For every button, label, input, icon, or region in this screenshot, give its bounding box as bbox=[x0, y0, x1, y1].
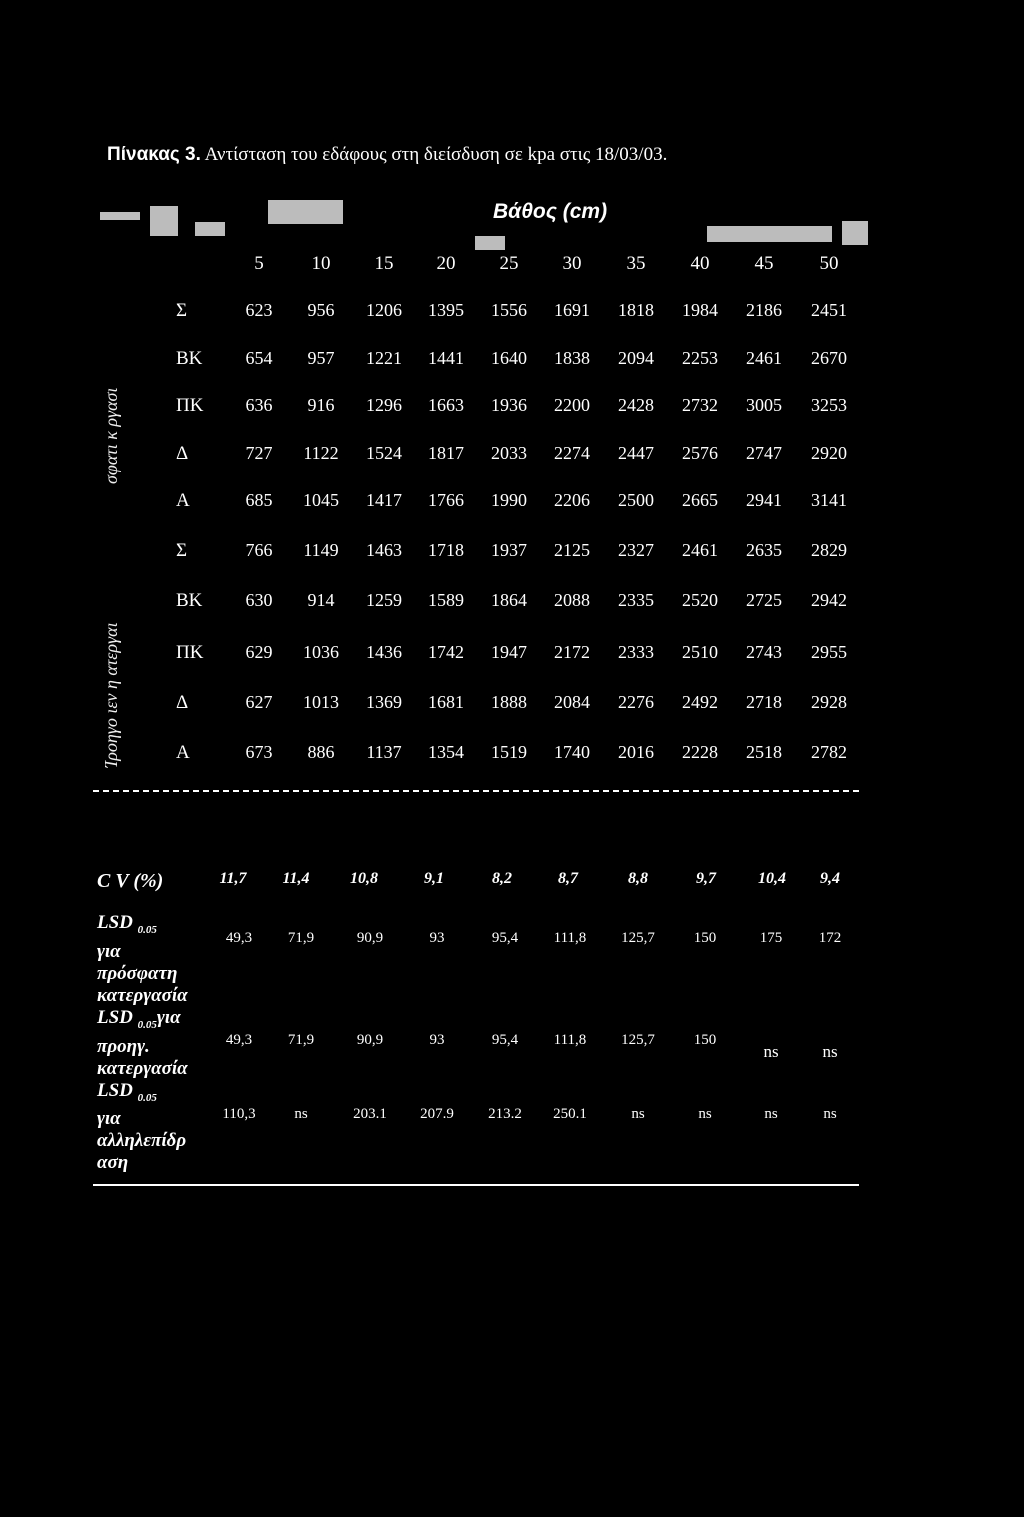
table-cell: 3141 bbox=[811, 490, 847, 510]
table-cell: 2033 bbox=[491, 443, 527, 463]
lsd-cell: ns bbox=[823, 1106, 837, 1122]
caption-text: Αντίσταση του εδάφους στη διείσδυση σε kpa στις 18/03/03. bbox=[204, 144, 668, 165]
table-cell: 1718 bbox=[428, 540, 464, 560]
lsd-cell: 111,8 bbox=[553, 1032, 587, 1048]
table-cell: 2747 bbox=[746, 443, 782, 463]
table-cell: 654 bbox=[245, 348, 273, 368]
depth-header-cell: 30 bbox=[562, 253, 582, 274]
table-cell: 2206 bbox=[554, 490, 590, 510]
scan-artifact bbox=[100, 212, 140, 220]
table-cell: 886 bbox=[307, 742, 335, 762]
lsd-prev-l1b: για bbox=[156, 1006, 181, 1028]
table-cell: 2016 bbox=[618, 742, 654, 762]
depth-header-cell: 20 bbox=[436, 253, 456, 274]
table-cell: 2333 bbox=[618, 642, 654, 662]
table-cell: 1818 bbox=[618, 300, 654, 320]
lsd-cell: ns bbox=[698, 1106, 712, 1122]
cv-cell: 11,7 bbox=[219, 870, 247, 887]
table-cell: 2451 bbox=[811, 300, 847, 320]
table-cell: 2428 bbox=[618, 395, 654, 415]
table-cell: 1556 bbox=[491, 300, 527, 320]
table-cell: 2492 bbox=[682, 692, 718, 712]
lsd-cell: 49,3 bbox=[225, 930, 253, 946]
row-label: Σ bbox=[176, 540, 188, 561]
table-cell: 627 bbox=[245, 692, 273, 712]
lsd-cell: ns bbox=[764, 1106, 778, 1122]
lsd-cell: 207.9 bbox=[420, 1106, 454, 1122]
table-cell: 1122 bbox=[303, 443, 339, 463]
cv-cell: 10,8 bbox=[350, 870, 378, 887]
table-cell: 1937 bbox=[491, 540, 527, 560]
table-cell: 1045 bbox=[303, 490, 339, 510]
table-cell: 1817 bbox=[428, 443, 464, 463]
table-cell: 1589 bbox=[428, 590, 464, 610]
lsd-cell: 71,9 bbox=[287, 1032, 315, 1048]
table-cell: 630 bbox=[245, 590, 273, 610]
cv-cell: 8,8 bbox=[628, 870, 648, 887]
lsd-fresh-l2: για bbox=[97, 940, 121, 962]
table-cell: 1417 bbox=[366, 490, 402, 510]
table-cell: 956 bbox=[307, 300, 335, 320]
table-cell: 2327 bbox=[618, 540, 654, 560]
table-cell: 673 bbox=[245, 742, 273, 762]
lsd-cell: 110,3 bbox=[222, 1106, 256, 1122]
table-cell: 2274 bbox=[554, 443, 590, 463]
table-cell: 629 bbox=[245, 642, 273, 662]
table-cell: 2576 bbox=[682, 443, 718, 463]
table-cell: 2941 bbox=[746, 490, 782, 510]
table-cell: 1436 bbox=[366, 642, 402, 662]
table-cell: 2510 bbox=[682, 642, 718, 662]
table-cell: 2518 bbox=[746, 742, 782, 762]
table-cell: 2461 bbox=[682, 540, 718, 560]
table-cell: 1369 bbox=[366, 692, 402, 712]
cv-cell: 10,4 bbox=[758, 870, 786, 887]
depth-header-cell: 45 bbox=[754, 253, 774, 274]
table-cell: 2743 bbox=[746, 642, 782, 662]
table-cell: 1864 bbox=[491, 590, 527, 610]
cv-cell: 8,7 bbox=[558, 870, 578, 887]
row-label: Σ bbox=[176, 300, 188, 321]
table-cell: 2172 bbox=[554, 642, 590, 662]
table-cell: 1663 bbox=[428, 395, 464, 415]
table-cell: 2447 bbox=[618, 443, 654, 463]
lsd-cell: 90,9 bbox=[356, 930, 384, 946]
scan-artifact bbox=[842, 221, 868, 245]
lsd-cell: 95,4 bbox=[491, 930, 519, 946]
table-cell: 2186 bbox=[746, 300, 782, 320]
lsd-cell: ns bbox=[763, 1042, 779, 1061]
table-cell: 1984 bbox=[682, 300, 718, 320]
row-label: ΒΚ bbox=[176, 348, 203, 369]
depth-axis-title: Βάθος (cm) bbox=[493, 200, 608, 223]
table-cell: 1221 bbox=[366, 348, 402, 368]
table-cell: 914 bbox=[307, 590, 335, 610]
table-cell: 1524 bbox=[366, 443, 402, 463]
table-cell: 2084 bbox=[554, 692, 590, 712]
table-cell: 2520 bbox=[682, 590, 718, 610]
lsd-fresh-label bbox=[97, 912, 188, 1174]
table-cell: 1296 bbox=[366, 395, 402, 415]
table-cell: 1740 bbox=[554, 742, 590, 762]
table-cell: 2461 bbox=[746, 348, 782, 368]
row-label: Α bbox=[176, 490, 190, 511]
lsd-inter-l4: αση bbox=[97, 1152, 129, 1174]
table-cell: 2200 bbox=[554, 395, 590, 415]
lsd-cell: ns bbox=[631, 1106, 645, 1122]
table-cell: 1149 bbox=[303, 540, 339, 560]
lsd-prev-l3: κατεργασία bbox=[97, 1057, 188, 1079]
cv-cell: 11,4 bbox=[282, 870, 310, 887]
cv-cell: 9,4 bbox=[820, 870, 840, 887]
table-cell: 1206 bbox=[366, 300, 402, 320]
depth-header-cell: 50 bbox=[819, 253, 839, 274]
lsd-prev-sub: 0.05 bbox=[137, 1018, 157, 1031]
table-cell: 2670 bbox=[811, 348, 847, 368]
table-cell: 2665 bbox=[682, 490, 718, 510]
table-cell: 1463 bbox=[366, 540, 402, 560]
table-cell: 2125 bbox=[554, 540, 590, 560]
lsd-cell: ns bbox=[822, 1042, 838, 1061]
lsd-cell: 175 bbox=[759, 930, 783, 946]
row-label: ΠΚ bbox=[176, 642, 204, 663]
lsd-fresh-l3: πρόσφατη bbox=[97, 962, 178, 984]
lsd-inter-l2: για bbox=[97, 1108, 121, 1130]
table-cell: 1441 bbox=[428, 348, 464, 368]
lsd-cell: 49,3 bbox=[225, 1032, 253, 1048]
lsd-cell: 203.1 bbox=[353, 1106, 387, 1122]
table-bottom-rule bbox=[93, 1184, 859, 1186]
row-label: Δ bbox=[176, 692, 189, 713]
table-cell: 2088 bbox=[554, 590, 590, 610]
lsd-cell: 93 bbox=[429, 1032, 445, 1048]
depth-header-cell: 15 bbox=[374, 253, 394, 274]
table-cell: 3005 bbox=[746, 395, 782, 415]
lsd-cell: 172 bbox=[818, 930, 842, 946]
lsd-cell: 90,9 bbox=[356, 1032, 384, 1048]
lsd-cell: 93 bbox=[429, 930, 445, 946]
table-cell: 1137 bbox=[366, 742, 402, 762]
lsd-cell: 125,7 bbox=[621, 1032, 655, 1048]
cv-cell: 9,1 bbox=[424, 870, 444, 887]
lsd-cell: 150 bbox=[693, 930, 717, 946]
table-cell: 766 bbox=[245, 540, 273, 560]
table-cell: 2276 bbox=[618, 692, 654, 712]
table-cell: 1936 bbox=[491, 395, 527, 415]
table-cell: 1640 bbox=[491, 348, 527, 368]
group-label-fresh: σφατι κ ργασι bbox=[101, 387, 121, 484]
scan-artifact bbox=[150, 206, 178, 236]
table-cell: 1888 bbox=[491, 692, 527, 712]
scan-artifact bbox=[707, 226, 832, 242]
table-cell: 1990 bbox=[491, 490, 527, 510]
table-cell: 2920 bbox=[811, 443, 847, 463]
table-cell: 2829 bbox=[811, 540, 847, 560]
row-label: ΒΚ bbox=[176, 590, 203, 611]
table-cell: 1766 bbox=[428, 490, 464, 510]
table-cell: 1838 bbox=[554, 348, 590, 368]
scan-artifact bbox=[268, 200, 343, 224]
table-cell: 1742 bbox=[428, 642, 464, 662]
table-cell: 2732 bbox=[682, 395, 718, 415]
lsd-cell: 150 bbox=[693, 1032, 717, 1048]
lsd-cell: 213.2 bbox=[488, 1106, 522, 1122]
lsd-cell: 250.1 bbox=[553, 1106, 587, 1122]
lsd-prev-l1: LSD bbox=[97, 1006, 133, 1028]
table-cell: 1681 bbox=[428, 692, 464, 712]
table-cell: 2928 bbox=[811, 692, 847, 712]
lsd-cell: ns bbox=[294, 1106, 308, 1122]
scan-artifact bbox=[195, 222, 225, 236]
lsd-prev-l2: προηγ. bbox=[97, 1035, 150, 1057]
depth-header-cell: 40 bbox=[690, 253, 710, 274]
table-cell: 2718 bbox=[746, 692, 782, 712]
table-cell: 916 bbox=[307, 395, 335, 415]
table-cell: 2725 bbox=[746, 590, 782, 610]
table-cell: 2228 bbox=[682, 742, 718, 762]
group-label-previous: Ίροηγο ιεν η ατεργαι bbox=[101, 622, 121, 768]
lsd-inter-l3: αλληλεπίδρ bbox=[97, 1130, 187, 1152]
table-cell: 1691 bbox=[554, 300, 590, 320]
lsd-inter-l1: LSD bbox=[97, 1079, 133, 1101]
table-cell: 2635 bbox=[746, 540, 782, 560]
cv-cell: 8,2 bbox=[492, 870, 512, 887]
row-label: Δ bbox=[176, 443, 189, 464]
table-cell: 1036 bbox=[303, 642, 339, 662]
lsd-fresh-l1: LSD bbox=[97, 912, 133, 933]
lsd-fresh-l4: κατεργασία bbox=[97, 984, 188, 1006]
lsd-inter-sub: 0.05 bbox=[137, 1091, 157, 1104]
table-cell: 2500 bbox=[618, 490, 654, 510]
table-cell: 1354 bbox=[428, 742, 464, 762]
table-cell: 2955 bbox=[811, 642, 847, 662]
caption-label: Πίνακας 3. bbox=[107, 144, 201, 165]
table-cell: 2335 bbox=[618, 590, 654, 610]
table-cell: 1519 bbox=[491, 742, 527, 762]
cv-label: C V (%) bbox=[97, 870, 164, 892]
table-cell: 623 bbox=[245, 300, 273, 320]
table-divider bbox=[93, 790, 859, 792]
table-cell: 3253 bbox=[811, 395, 847, 415]
depth-header-cell: 35 bbox=[626, 253, 646, 274]
table-cell: 2094 bbox=[618, 348, 654, 368]
table-cell: 2942 bbox=[811, 590, 847, 610]
table-cell: 2253 bbox=[682, 348, 718, 368]
table-cell: 1013 bbox=[303, 692, 339, 712]
table-cell: 2782 bbox=[811, 742, 847, 762]
lsd-cell: 111,8 bbox=[553, 930, 587, 946]
row-label: ΠΚ bbox=[176, 395, 204, 416]
table-cell: 1395 bbox=[428, 300, 464, 320]
table-cell: 957 bbox=[307, 348, 335, 368]
cv-cell: 9,7 bbox=[696, 870, 716, 887]
lsd-cell: 125,7 bbox=[621, 930, 655, 946]
table-caption bbox=[107, 144, 667, 166]
table-cell: 685 bbox=[245, 490, 273, 510]
table-cell: 636 bbox=[245, 395, 273, 415]
depth-header-cell: 25 bbox=[499, 253, 519, 274]
depth-header-cell: 5 bbox=[254, 253, 264, 274]
lsd-fresh-sub: 0.05 bbox=[137, 923, 157, 936]
scan-artifact bbox=[475, 236, 505, 250]
table-cell: 727 bbox=[245, 443, 273, 463]
depth-header-cell: 10 bbox=[311, 253, 331, 274]
lsd-cell: 95,4 bbox=[491, 1032, 519, 1048]
table-cell: 1947 bbox=[491, 642, 527, 662]
row-label: Α bbox=[176, 742, 190, 763]
table-cell: 1259 bbox=[366, 590, 402, 610]
lsd-cell: 71,9 bbox=[287, 930, 315, 946]
